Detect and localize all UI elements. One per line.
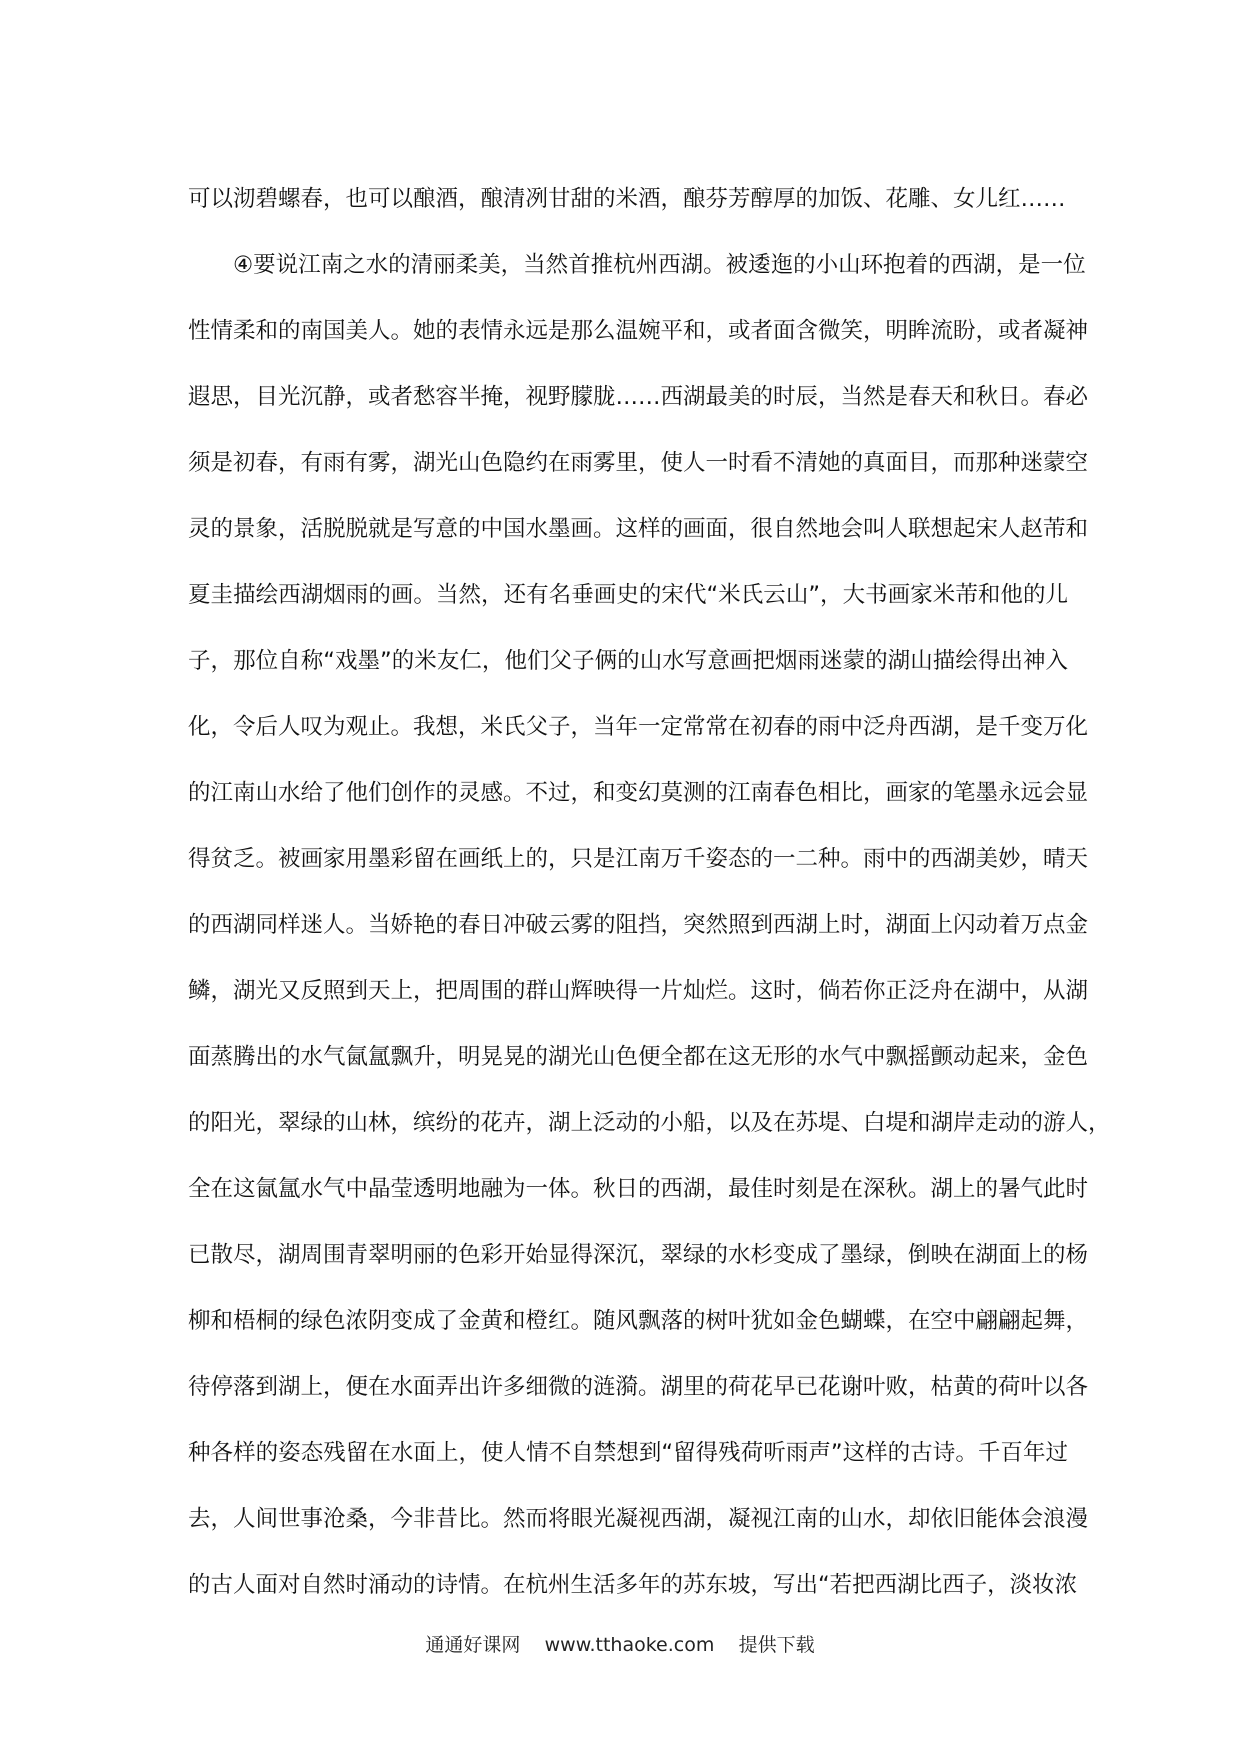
text-line: ④要说江南之水的清丽柔美，当然首推杭州西湖。被逶迤的小山环抱着的西湖，是一位	[233, 252, 1086, 278]
text-line: 遐思，目光沉静，或者愁容半掩，视野朦胧……西湖最美的时辰，当然是春天和秋日。春必	[188, 384, 1089, 410]
footer-site-name: 通通好课网	[425, 1634, 521, 1656]
text-line: 得贫乏。被画家用墨彩留在画纸上的，只是江南万千姿态的一二种。雨中的西湖美妙，晴天	[188, 846, 1089, 872]
text-line: 的江南山水给了他们创作的灵感。不过，和变幻莫测的江南春色相比，画家的笔墨永远会显	[188, 780, 1089, 806]
text-line: 夏圭描绘西湖烟雨的画。当然，还有名垂画史的宋代“米氏云山”，大书画家米芾和他的儿	[188, 582, 1068, 608]
text-line: 的古人面对自然时涌动的诗情。在杭州生活多年的苏东坡，写出“若把西湖比西子，淡妆浓	[188, 1572, 1078, 1598]
text-line: 可以沏碧螺春，也可以酿酒，酿清冽甘甜的米酒，酿芬芳醇厚的加饭、花雕、女儿红……	[188, 186, 1066, 212]
footer-url[interactable]: www.tthaoke.com	[544, 1634, 715, 1656]
text-line: 的阳光，翠绿的山林，缤纷的花卉，湖上泛动的小船，以及在苏堤、白堤和湖岸走动的游人，	[188, 1110, 1111, 1136]
text-line: 灵的景象，活脱脱就是写意的中国水墨画。这样的画面，很自然地会叫人联想起宋人赵芾和	[188, 516, 1089, 542]
text-line: 种各样的姿态残留在水面上，使人情不自禁想到“留得残荷听雨声”这样的古诗。千百年过	[188, 1440, 1068, 1466]
text-line: 子，那位自称“戏墨”的米友仁，他们父子俩的山水写意画把烟雨迷蒙的湖山描绘得出神入	[188, 648, 1068, 674]
footer-suffix: 提供下载	[738, 1634, 815, 1656]
text-line: 去，人间世事沧桑，今非昔比。然而将眼光凝视西湖，凝视江南的山水，却依旧能体会浪漫	[188, 1506, 1089, 1532]
body-text	[188, 166, 1111, 1618]
text-line: 须是初春，有雨有雾，湖光山色隐约在雨雾里，使人一时看不清她的真面目，而那种迷蒙空	[188, 450, 1089, 476]
text-line: 鳞，湖光又反照到天上，把周围的群山辉映得一片灿烂。这时，倘若你正泛舟在湖中，从湖	[188, 978, 1089, 1004]
text-line: 已散尽，湖周围青翠明丽的色彩开始显得深沉，翠绿的水杉变成了墨绿，倒映在湖面上的杨	[188, 1242, 1089, 1268]
text-line: 的西湖同样迷人。当娇艳的春日冲破云雾的阻挡，突然照到西湖上时，湖面上闪动着万点金	[188, 912, 1089, 938]
text-line: 面蒸腾出的水气氤氲飘升，明晃晃的湖光山色便全都在这无形的水气中飘摇颤动起来，金色	[188, 1044, 1089, 1070]
text-line: 柳和梧桐的绿色浓阴变成了金黄和橙红。随风飘落的树叶犹如金色蝴蝶，在空中翩翩起舞，	[188, 1308, 1089, 1334]
text-line: 全在这氤氲水气中晶莹透明地融为一体。秋日的西湖，最佳时刻是在深秋。湖上的暑气此时	[188, 1176, 1089, 1202]
text-line: 待停落到湖上，便在水面弄出许多细微的涟漪。湖里的荷花早已花谢叶败，枯黄的荷叶以各	[188, 1374, 1089, 1400]
text-line: 性情柔和的南国美人。她的表情永远是那么温婉平和，或者面含微笑，明眸流盼，或者凝神	[188, 318, 1089, 344]
text-line: 化，令后人叹为观止。我想，米氏父子，当年一定常常在初春的雨中泛舟西湖，是千变万化	[188, 714, 1089, 740]
page-footer	[0, 1630, 1240, 1660]
